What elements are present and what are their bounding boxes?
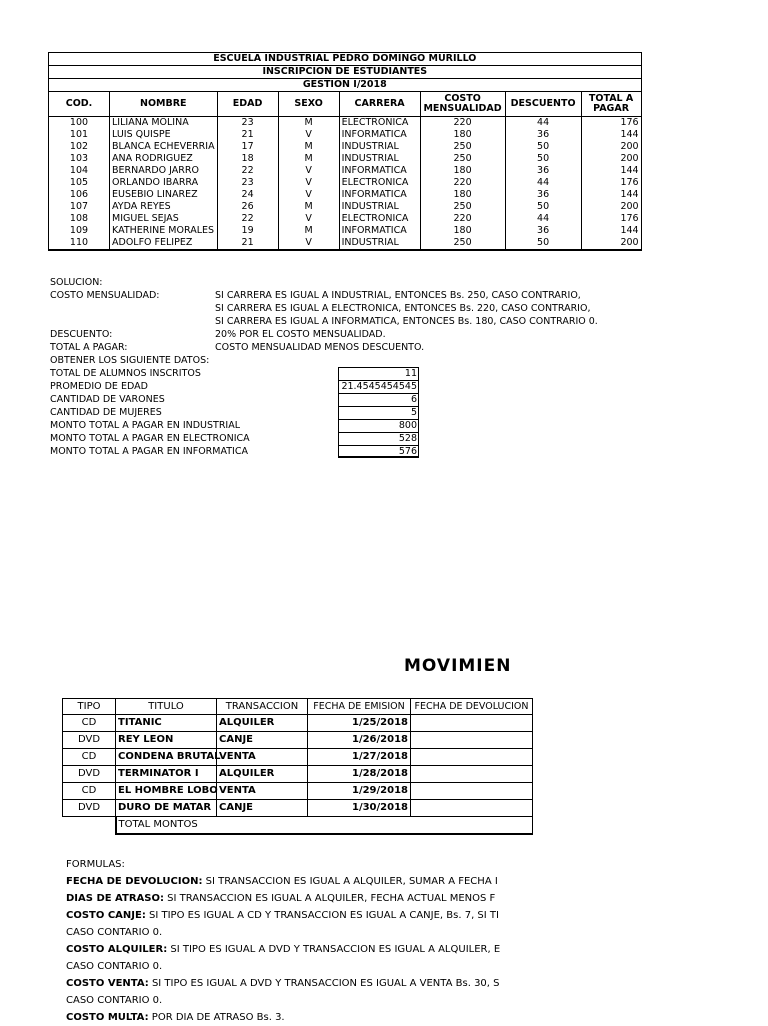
table-cell: ELECTRONICA (339, 117, 420, 130)
stat-label: PROMEDIO DE EDAD (50, 381, 148, 392)
table-row (49, 213, 642, 225)
formula-line (66, 1009, 513, 1026)
stat-value: 576 (338, 445, 419, 458)
table-cell: 44 (505, 117, 581, 130)
gestion-title: GESTION I/2018 (49, 79, 642, 92)
stat-value: 21.4545454545 (338, 380, 419, 393)
table-cell: ALQUILER (217, 715, 308, 732)
table-cell: AYDA REYES (110, 201, 218, 213)
table-cell: 250 (420, 141, 505, 153)
total-montos-label: TOTAL MONTOS (116, 817, 533, 835)
table-cell: 144 (581, 225, 641, 237)
formula-text: SI TIPO ES IGUAL A DVD Y TRANSACCION ES IGUAL A ALQUILER, E (167, 944, 501, 955)
costo-rule-2: SI CARRERA ES IGUAL A ELECTRONICA, ENTONCES Bs. 220, CASO CONTRARIO, (215, 303, 591, 314)
table-cell: 220 (420, 177, 505, 189)
table-cell: 250 (420, 237, 505, 250)
solution-label: SOLUCION: (50, 277, 103, 288)
table-cell: 36 (505, 129, 581, 141)
table-cell: INFORMATICA (339, 165, 420, 177)
table-row (63, 749, 533, 766)
stat-value: 11 (338, 367, 419, 380)
table-cell: 176 (581, 213, 641, 225)
formula-text: CASO CONTARIO 0. (66, 995, 163, 1006)
table-row (49, 225, 642, 237)
table-cell: 36 (505, 189, 581, 201)
table-cell: ANA RODRIGUEZ (110, 153, 218, 165)
formula-text: CASO CONTARIO 0. (66, 927, 163, 938)
formula-term: FECHA DE DEVOLUCION: (66, 876, 203, 887)
table-cell: EL HOMBRE LOBO (116, 783, 217, 800)
table-cell: 220 (420, 213, 505, 225)
table-cell: 144 (581, 129, 641, 141)
table-cell: 18 (217, 153, 278, 165)
table-row (49, 189, 642, 201)
table-cell: CANJE (217, 800, 308, 817)
stat-label: MONTO TOTAL A PAGAR EN INFORMATICA (50, 446, 248, 457)
table-row (49, 117, 642, 130)
col-header: EDAD (217, 92, 278, 117)
formula-line (66, 941, 513, 958)
table-cell: 23 (217, 117, 278, 130)
table-cell: 200 (581, 237, 641, 250)
table-cell: INDUSTRIAL (339, 201, 420, 213)
formula-text: SI TIPO ES IGUAL A DVD Y TRANSACCION ES IGUAL A VENTA Bs. 30, S (148, 978, 500, 989)
movimiento-table-wrap (62, 698, 529, 840)
col-header: SEXO (278, 92, 339, 117)
table-row (63, 715, 533, 732)
table-cell: 105 (49, 177, 110, 189)
descuento-rule: 20% POR EL COSTO MENSUALIDAD. (215, 329, 386, 340)
table-cell: BLANCA ECHEVERRIA (110, 141, 218, 153)
table-cell: 103 (49, 153, 110, 165)
table-cell: 44 (505, 177, 581, 189)
table-cell: 250 (420, 201, 505, 213)
table-cell: 100 (49, 117, 110, 130)
movimiento-table (62, 698, 533, 835)
formula-text: POR DIA DE ATRASO Bs. 3. (148, 1012, 285, 1023)
stat-label: MONTO TOTAL A PAGAR EN INDUSTRIAL (50, 420, 241, 431)
table-cell: 21 (217, 129, 278, 141)
table-cell: 1/30/2018 (308, 800, 411, 817)
table-cell: VENTA (217, 749, 308, 766)
table-cell: 50 (505, 141, 581, 153)
table-cell: 180 (420, 189, 505, 201)
table-cell: 176 (581, 177, 641, 189)
col-header: TITULO (116, 699, 217, 715)
formula-line (66, 890, 513, 907)
table-cell: 26 (217, 201, 278, 213)
obtener-label: OBTENER LOS SIGUIENTE DATOS: (50, 355, 210, 366)
table-cell: 107 (49, 201, 110, 213)
formula-line (66, 873, 513, 890)
table-cell: EUSEBIO LINAREZ (110, 189, 218, 201)
formula-line (66, 992, 513, 1009)
table-cell: ELECTRONICA (339, 177, 420, 189)
table-cell: MIGUEL SEJAS (110, 213, 218, 225)
table-cell: 36 (505, 165, 581, 177)
col-header: DESCUENTO (505, 92, 581, 117)
col-header: TOTAL A PAGAR (581, 92, 641, 117)
table-cell: ALQUILER (217, 766, 308, 783)
table-cell: 180 (420, 225, 505, 237)
students-table (48, 52, 642, 251)
table-cell: 180 (420, 165, 505, 177)
table-cell: V (278, 213, 339, 225)
table-row (49, 177, 642, 189)
table-cell: 24 (217, 189, 278, 201)
table-cell: M (278, 201, 339, 213)
col-header: NOMBRE (110, 92, 218, 117)
table-row (63, 732, 533, 749)
table-cell: 144 (581, 165, 641, 177)
costo-rule-1: SI CARRERA ES IGUAL A INDUSTRIAL, ENTONCES Bs. 250, CASO CONTRARIO, (215, 290, 581, 301)
table-cell: INFORMATICA (339, 189, 420, 201)
table-cell: BERNARDO JARRO (110, 165, 218, 177)
table-cell: 1/25/2018 (308, 715, 411, 732)
stat-label: TOTAL DE ALUMNOS INSCRITOS (50, 368, 201, 379)
table-cell: ADOLFO FELIPEZ (110, 237, 218, 250)
table-cell: V (278, 237, 339, 250)
formula-line (66, 958, 513, 975)
stat-value: 528 (338, 432, 419, 445)
table-cell: DVD (63, 766, 116, 783)
table-header-row (49, 92, 642, 117)
table-cell: INFORMATICA (339, 225, 420, 237)
table-cell: V (278, 129, 339, 141)
table-cell: M (278, 141, 339, 153)
table-row (63, 800, 533, 817)
table-cell: DVD (63, 732, 116, 749)
table-cell: 22 (217, 213, 278, 225)
table-cell: 50 (505, 237, 581, 250)
table-cell: V (278, 165, 339, 177)
costo-rule-3: SI CARRERA ES IGUAL A INFORMATICA, ENTONCES Bs. 180, CASO CONTRARIO 0. (215, 316, 598, 327)
table-cell: V (278, 177, 339, 189)
formula-term: COSTO MULTA: (66, 1012, 149, 1023)
formula-text: CASO CONTARIO 0. (66, 961, 163, 972)
col-header: COSTO MENSUALIDAD (420, 92, 505, 117)
table-cell: CANJE (217, 732, 308, 749)
stat-value: 800 (338, 419, 419, 432)
table-row (63, 766, 533, 783)
formula-term: COSTO ALQUILER: (66, 944, 168, 955)
table-row (49, 237, 642, 250)
table-cell: 108 (49, 213, 110, 225)
table-cell: INDUSTRIAL (339, 141, 420, 153)
table-cell: 50 (505, 201, 581, 213)
table-cell (411, 766, 533, 783)
table-cell: 1/28/2018 (308, 766, 411, 783)
col-header: TIPO (63, 699, 116, 715)
stat-label: CANTIDAD DE MUJERES (50, 407, 162, 418)
table-cell: 1/29/2018 (308, 783, 411, 800)
table-row (49, 201, 642, 213)
stat-label: CANTIDAD DE VARONES (50, 394, 165, 405)
table-cell: 102 (49, 141, 110, 153)
table-cell: CD (63, 749, 116, 766)
table-cell: CD (63, 783, 116, 800)
table-cell: 220 (420, 117, 505, 130)
formula-text: SI TRANSACCION ES IGUAL A ALQUILER, SUMAR A FECHA I (202, 876, 498, 887)
table-row (49, 165, 642, 177)
col-header: FECHA DE EMISION (308, 699, 411, 715)
table-row (49, 129, 642, 141)
table-cell: DURO DE MATAR (116, 800, 217, 817)
table-cell: TITANIC (116, 715, 217, 732)
table-cell: 176 (581, 117, 641, 130)
descuento-label: DESCUENTO: (50, 329, 113, 340)
school-title: ESCUELA INDUSTRIAL PEDRO DOMINGO MURILLO (49, 53, 642, 66)
table-cell: INDUSTRIAL (339, 153, 420, 165)
formulas-label: FORMULAS: (66, 859, 125, 870)
table-cell (411, 749, 533, 766)
table-cell: 110 (49, 237, 110, 250)
formula-line (66, 924, 513, 941)
table-cell: REY LEON (116, 732, 217, 749)
formula-line (66, 907, 513, 924)
table-row (49, 141, 642, 153)
table-cell (411, 715, 533, 732)
table-cell: 106 (49, 189, 110, 201)
costo-label: COSTO MENSUALIDAD: (50, 290, 160, 301)
total-label: TOTAL A PAGAR: (50, 342, 128, 353)
table-cell: LILIANA MOLINA (110, 117, 218, 130)
table-cell: INFORMATICA (339, 129, 420, 141)
table-cell: 104 (49, 165, 110, 177)
table-cell (411, 800, 533, 817)
col-header: CARRERA (339, 92, 420, 117)
table-cell: 180 (420, 129, 505, 141)
table-cell: M (278, 117, 339, 130)
table-cell: 101 (49, 129, 110, 141)
table-cell: 36 (505, 225, 581, 237)
table-cell: 200 (581, 201, 641, 213)
table-cell: TERMINATOR I (116, 766, 217, 783)
table-cell: 200 (581, 141, 641, 153)
col-header: COD. (49, 92, 110, 117)
total-rule: COSTO MENSUALIDAD MENOS DESCUENTO. (215, 342, 425, 353)
stat-value: 5 (338, 406, 419, 419)
table-cell: 250 (420, 153, 505, 165)
table-header-row (63, 699, 533, 715)
formula-text: SI TRANSACCION ES IGUAL A ALQUILER, FECHA ACTUAL MENOS F (163, 893, 496, 904)
table-cell: 109 (49, 225, 110, 237)
table-cell: 19 (217, 225, 278, 237)
table-cell: CONDENA BRUTAL (116, 749, 217, 766)
empty-cell (63, 817, 116, 835)
col-header: TRANSACCION (217, 699, 308, 715)
formula-term: COSTO VENTA: (66, 978, 149, 989)
table-cell: V (278, 189, 339, 201)
table-cell: 1/27/2018 (308, 749, 411, 766)
table-cell (411, 783, 533, 800)
table-cell: ELECTRONICA (339, 213, 420, 225)
formula-term: COSTO CANJE: (66, 910, 146, 921)
table-cell: 44 (505, 213, 581, 225)
table-cell: 1/26/2018 (308, 732, 411, 749)
table-row (63, 783, 533, 800)
table-cell: CD (63, 715, 116, 732)
table-cell: 144 (581, 189, 641, 201)
col-header: FECHA DE DEVOLUCION (411, 699, 533, 715)
formula-text: SI TIPO ES IGUAL A CD Y TRANSACCION ES IGUAL A CANJE, Bs. 7, SI TI (145, 910, 499, 921)
table-cell: DVD (63, 800, 116, 817)
table-cell: INDUSTRIAL (339, 237, 420, 250)
table-cell: 17 (217, 141, 278, 153)
stat-value: 6 (338, 393, 419, 406)
table-subtitle: INSCRIPCION DE ESTUDIANTES (49, 66, 642, 79)
stat-label: MONTO TOTAL A PAGAR EN ELECTRONICA (50, 433, 250, 444)
table-cell: 50 (505, 153, 581, 165)
table-cell: 23 (217, 177, 278, 189)
table-cell: 22 (217, 165, 278, 177)
table-row (49, 153, 642, 165)
table-cell: 200 (581, 153, 641, 165)
formula-line (66, 975, 513, 992)
table-cell (411, 732, 533, 749)
total-row (63, 817, 533, 835)
movimiento-title: MOVIMIEN (404, 656, 512, 676)
table-cell: M (278, 153, 339, 165)
table-cell: M (278, 225, 339, 237)
table-cell: KATHERINE MORALES (110, 225, 218, 237)
formula-term: DIAS DE ATRASO: (66, 893, 164, 904)
table-cell: ORLANDO IBARRA (110, 177, 218, 189)
table-cell: VENTA (217, 783, 308, 800)
table-cell: LUIS QUISPE (110, 129, 218, 141)
table-cell: 21 (217, 237, 278, 250)
